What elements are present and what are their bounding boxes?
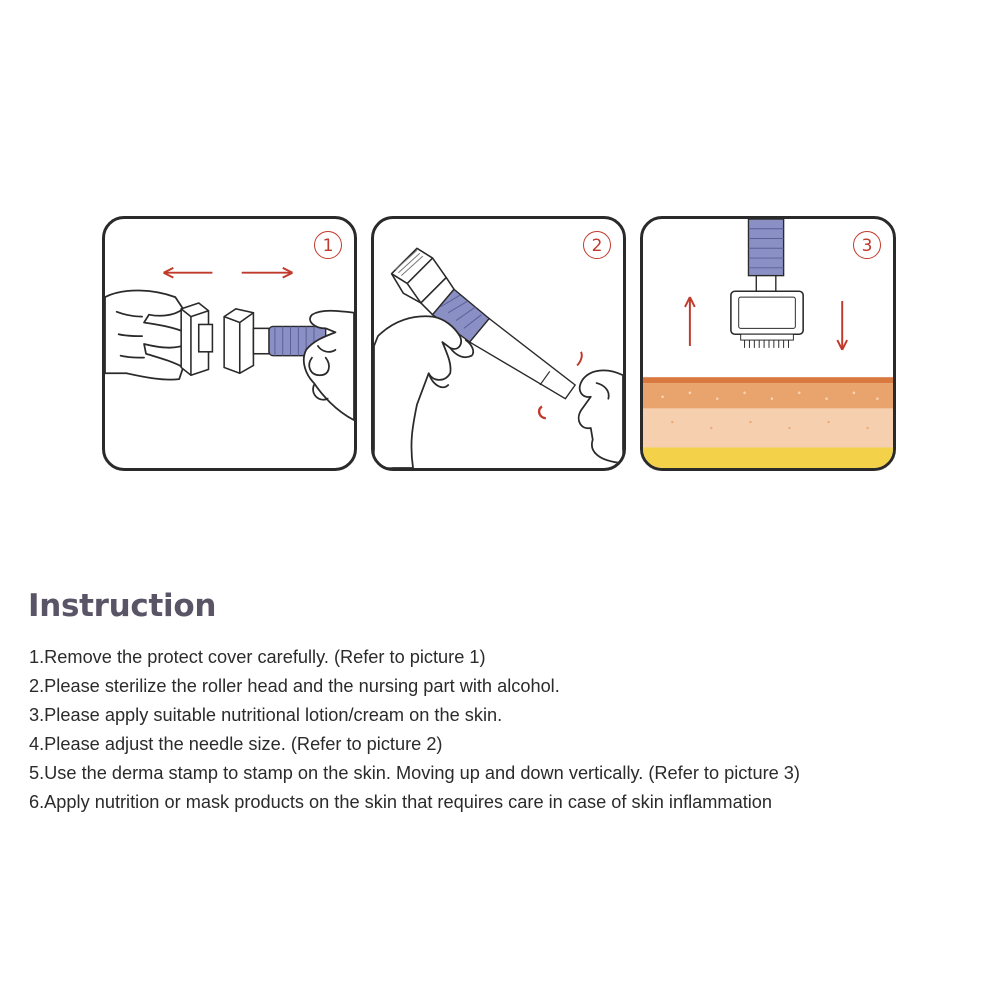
up-arrow-icon [685,297,695,346]
protective-cover-icon [181,303,212,375]
left-arrow-icon [164,268,213,278]
instruction-step: 6.Apply nutrition or mask products on the skin that requires care in case of skin inflammation [29,792,773,812]
instruction-list [29,643,800,817]
picture-1-panel [102,216,357,471]
instruction-step: 5.Use the derma stamp to stamp on the skin. Moving up and down vertically. (Refer to picture 3) [29,763,800,783]
roller-handle-icon [748,219,783,291]
down-arrow-icon [837,301,847,350]
instruction-step: 3.Please apply suitable nutritional lotion/cream on the skin. [29,705,503,725]
handle-shaft-icon [470,319,575,399]
rotate-arrow-icon [539,406,546,418]
instruction-step: 2.Please sterilize the roller head and the nursing part with alcohol. [29,676,560,696]
adjust-needle-illustration [374,219,623,468]
rotate-arrow-icon [577,352,582,366]
stamp-head-icon [224,309,269,373]
instruction-step: 1.Remove the protect cover carefully. (Refer to picture 1) [29,647,486,667]
instruction-title: Instruction [28,588,217,624]
skin-layers-icon [643,377,893,468]
right-arrow-icon [242,268,293,278]
stamp-on-skin-illustration [643,219,893,468]
picture-3-panel [640,216,896,471]
instruction-step: 4.Please adjust the needle size. (Refer to picture 2) [29,734,443,754]
picture-number-badge: 1 [314,231,342,259]
picture-number-badge: 3 [853,231,881,259]
left-hand-icon [105,291,187,380]
left-hand-icon [374,316,473,468]
stamp-head-icon [731,291,803,348]
picture-number-badge: 2 [583,231,611,259]
remove-cover-illustration [105,219,354,468]
right-hand-icon [579,370,623,463]
picture-2-panel [371,216,626,471]
